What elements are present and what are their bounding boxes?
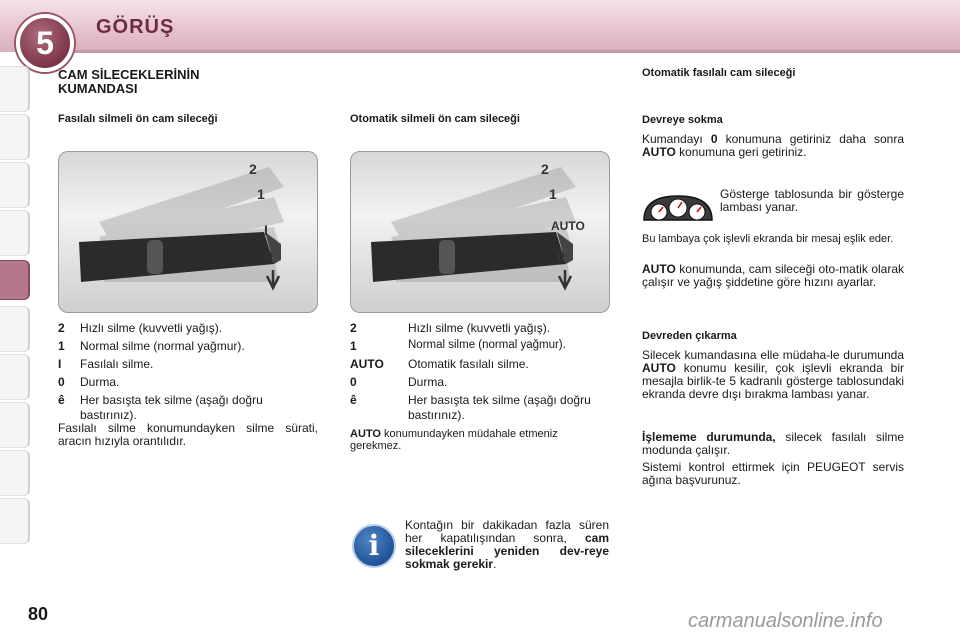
chapter-title: GÖRÜŞ — [96, 16, 175, 38]
position-label: I — [264, 222, 268, 238]
list-item: ê Her basışta tek silme (aşağı doğru bastırınız). — [58, 393, 263, 422]
dashboard-gauges-icon — [641, 192, 715, 224]
side-tab[interactable] — [0, 114, 30, 160]
section-title: CAM SİLECEKLERİNİN KUMANDASI — [58, 67, 200, 96]
left-note: Fasılalı silme konumundayken silme sürati, aracın hızıyla orantılıdır. — [58, 421, 318, 448]
middle-subtitle: Otomatik silmeli ön cam sileceği — [350, 113, 520, 125]
auto-mode-text: AUTO konumunda, cam sileceği oto-matik olarak çalışır ve yağış şiddetine göre hızını ayarlar. — [642, 262, 904, 289]
position-label: 2 — [249, 161, 257, 177]
list-item: 2 Hızlı silme (kuvvetli yağış). — [58, 321, 223, 335]
left-subtitle: Fasılalı silmeli ön cam sileceği — [58, 113, 218, 125]
side-tab[interactable] — [0, 402, 30, 448]
dash-lamp-text: Gösterge tablosunda bir gösterge lambası yanar. — [720, 187, 904, 214]
position-label: 2 — [541, 161, 549, 177]
header-divider — [70, 50, 960, 53]
info-note: Kontağın bir dakikadan fazla süren her kapatılışından sonra, cam sileceklerini yeniden dev-reye sokmak gerekir. — [405, 518, 609, 571]
side-tab[interactable] — [0, 66, 30, 112]
position-label: 0 — [557, 248, 565, 264]
page-number: 80 — [28, 604, 49, 624]
wiper-stalk-photo-right — [350, 151, 610, 313]
side-tab[interactable] — [0, 210, 30, 256]
lamp-message-text: Bu lambaya çok işlevli ekranda bir mesaj eşlik eder. — [642, 233, 894, 245]
list-item: AUTO Otomatik fasılalı silme. — [350, 357, 529, 371]
wiper-stalk-illustration — [59, 152, 317, 312]
deactivate-heading: Devreden çıkarma — [642, 330, 737, 342]
chapter-side-tabs — [0, 66, 34, 576]
list-item: I Fasılalı silme. — [58, 357, 154, 371]
left-position-list — [58, 321, 320, 426]
list-item: ê Her basışta tek silme (aşağı doğru bastırınız). — [350, 393, 591, 422]
activate-text: Kumandayı 0 konumuna getiriniz daha sonra AUTO konumuna geri getiriniz. — [642, 132, 904, 159]
position-label: AUTO — [551, 219, 585, 233]
list-item: 1 Normal silme (normal yağmur). — [350, 339, 566, 353]
position-label: 1 — [549, 186, 557, 202]
middle-position-list — [350, 321, 612, 426]
deactivate-text: Silecek kumandasına elle müdaha-le durumunda AUTO konumu kesilir, çok işlevli ekranda bir mesajla birlik-te 5 kadranlı gösterge tablosundaki ekranda devre dışı bırakma lambası yanar. — [642, 348, 904, 401]
activate-heading: Devreye sokma — [642, 114, 723, 126]
list-item: 2 Hızlı silme (kuvvetli yağış). — [350, 321, 551, 335]
middle-note: AUTO konumundayken müdahale etmeniz gerekmez. — [350, 428, 558, 452]
wiper-stalk-illustration — [351, 152, 609, 312]
position-label: 1 — [257, 186, 265, 202]
list-item: 1 Normal silme (normal yağmur). — [58, 339, 245, 353]
side-tab[interactable] — [0, 498, 30, 544]
side-tab[interactable] — [0, 306, 30, 352]
side-tab[interactable] — [0, 450, 30, 496]
list-item: 0 Durma. — [350, 375, 448, 389]
list-item: 0 Durma. — [58, 375, 120, 389]
service-text: Sistemi kontrol ettirmek için PEUGEOT servis ağına başvurunuz. — [642, 460, 904, 487]
fault-text: İşlememe durumunda, silecek fasılalı silme modunda çalışır. — [642, 430, 904, 457]
right-title: Otomatik fasılalı cam sileceği — [642, 67, 796, 79]
side-tab[interactable] — [0, 354, 30, 400]
side-tab-active[interactable] — [0, 260, 30, 300]
info-icon: i — [352, 524, 396, 568]
watermark: carmanualsonline.info — [688, 610, 883, 632]
chapter-badge: 5 — [16, 14, 74, 72]
wiper-stalk-photo-left — [58, 151, 318, 313]
side-tab[interactable] — [0, 162, 30, 208]
position-label: 0 — [265, 248, 273, 264]
